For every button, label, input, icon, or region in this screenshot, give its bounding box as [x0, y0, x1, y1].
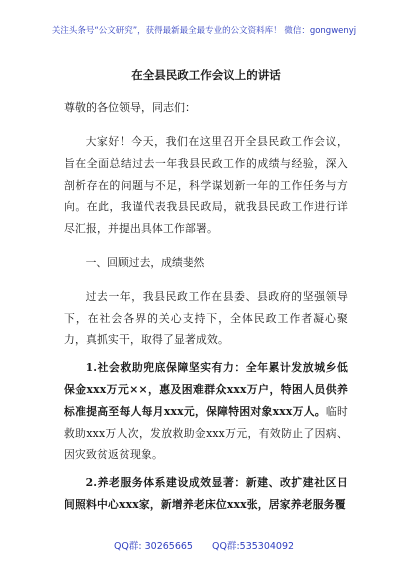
promo-header: 关注头条号“公文研究”，获得最新最全最专业的公文资料库！ 微信：gongwenyj — [51, 26, 357, 36]
item-1-rest: 临时救助xxx万人次，发放救助金xxx万元，有效防止了因病、因灾致贫返贫现象。 — [64, 404, 348, 462]
document-title: 在全县民政工作会议上的讲话 — [131, 68, 281, 82]
contact-footer — [0, 538, 408, 552]
document-body — [64, 68, 348, 522]
salutation: 尊敬的各位领导，同志们： — [64, 101, 196, 114]
item-1-lead: 1.社会救助兜底保障坚实有力：全年累计发放城乡低保金xxx万元××，惠及困难群众xxx万户，特困人员供养标准提高至每人每月xxx元，保障特困对象xxx万人。 — [64, 361, 348, 418]
section-heading: 一、回顾过去，成绩斐然 — [85, 255, 205, 269]
item-1-paragraph — [64, 357, 348, 466]
qq-group-1: QQ群: 30265665 — [113, 541, 193, 552]
section-paragraph: 过去一年，我县民政工作在县委、县政府的坚强领导下，在社会各界的关心支持下，全体民政工作者凝心聚力，真抓实干，取得了显著成效。 — [64, 289, 348, 347]
qq-group-2: QQ群:535304092 — [212, 541, 295, 552]
item-2-paragraph: 2.养老服务体系建设成效显著：新建、改扩建社区日间照料中心xxx家，新增养老床位xxx张，居家养老服务覆 — [64, 476, 348, 511]
intro-paragraph: 大家好！今天，我们在这里召开全县民政工作会议，旨在全面总结过去一年我县民政工作的成绩与经验，深入剖析存在的问题与不足，科学谋划新一年的工作任务与方向。在此，我谨代表我县民政局，就我县民政工作进行详尽汇报，并提出具体工作部署。 — [64, 135, 348, 236]
